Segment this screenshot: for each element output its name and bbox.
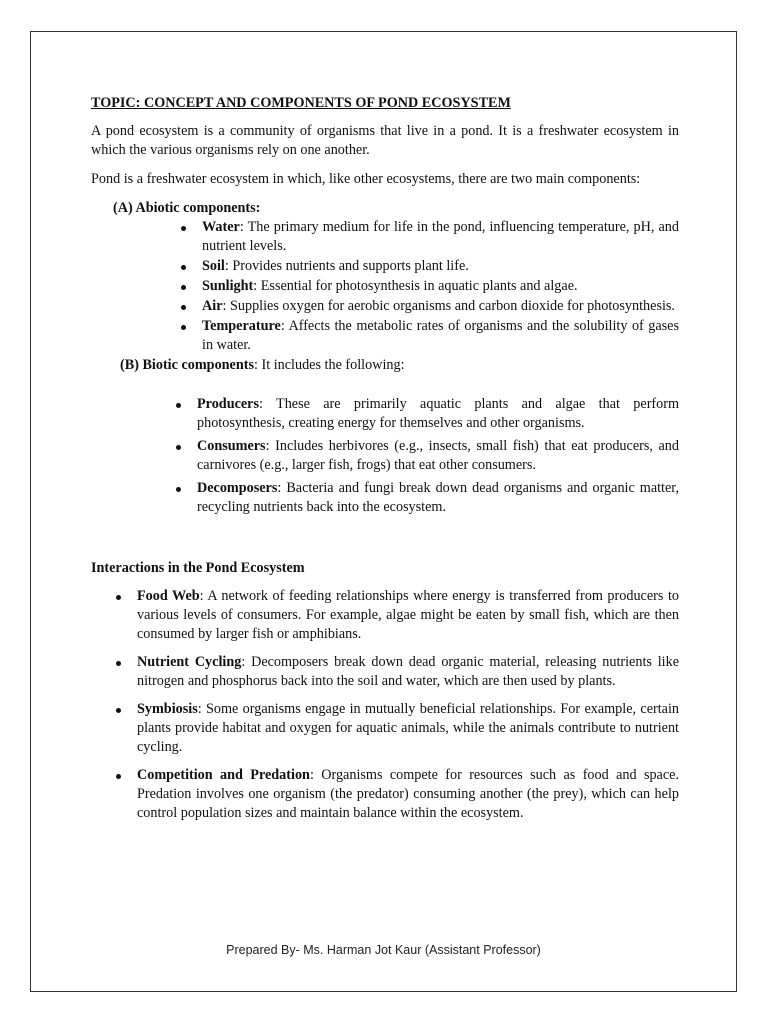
list-item: Competition and Predation: Organisms compete for resources such as food and space. Predation involves one organism (the predator) consuming another (the prey), which can help control population sizes and maintain balance within the ecosystem. bbox=[137, 767, 679, 821]
abiotic-heading: (A) Abiotic components: bbox=[113, 200, 261, 216]
list-item: Soil: Provides nutrients and supports plant life. bbox=[202, 257, 679, 276]
list-item: Food Web: A network of feeding relationships where energy is transferred from producers to various levels of consumers. For example, algae might be eaten by small fish, which are then consumed by larger fish or amphibians. bbox=[137, 588, 679, 642]
list-item: Consumers: Includes herbivores (e.g., insects, small fish) that eat producers, and carnivores (e.g., larger fish, frogs) that eat other consumers. bbox=[197, 438, 679, 473]
list-item: Air: Supplies oxygen for aerobic organisms and carbon dioxide for photosynthesis. bbox=[202, 297, 679, 316]
biotic-heading-rest: : It includes the following: bbox=[254, 357, 405, 373]
document-title: TOPIC: CONCEPT AND COMPONENTS OF POND ECOSYSTEM bbox=[91, 95, 511, 111]
components-paragraph: Pond is a freshwater ecosystem in which, like other ecosystems, there are two main components: bbox=[91, 171, 641, 187]
biotic-heading: (B) Biotic components bbox=[120, 357, 254, 373]
list-item: Symbiosis: Some organisms engage in mutually beneficial relationships. For example, certain plants provide habitat and oxygen for aquatic animals, while the animals contribute to nutrient cycling. bbox=[137, 701, 679, 755]
list-item: Producers: These are primarily aquatic plants and algae that perform photosynthesis, creating energy for themselves and other organisms. bbox=[197, 396, 679, 431]
list-item: Water: The primary medium for life in the pond, influencing temperature, pH, and nutrient levels. bbox=[202, 219, 679, 254]
list-item: Sunlight: Essential for photosynthesis in aquatic plants and algae. bbox=[202, 277, 679, 296]
intro-paragraph: A pond ecosystem is a community of organisms that live in a pond. It is a freshwater ecosystem in which the various organisms rely on one another. bbox=[91, 123, 679, 158]
document-page bbox=[30, 31, 737, 992]
list-item: Nutrient Cycling: Decomposers break down dead organic material, releasing nutrients like nitrogen and phosphorus back into the soil and water, which are then used by plants. bbox=[137, 654, 679, 689]
document-body bbox=[91, 94, 679, 832]
list-item: Decomposers: Bacteria and fungi break down dead organisms and organic matter, recycling nutrients back into the ecosystem. bbox=[197, 480, 679, 515]
abiotic-list bbox=[202, 218, 679, 355]
biotic-list bbox=[197, 395, 679, 517]
interactions-list bbox=[137, 587, 679, 823]
footer-credit: Prepared By- Ms. Harman Jot Kaur (Assistant Professor) bbox=[226, 943, 541, 957]
biotic-heading-line bbox=[120, 356, 679, 375]
interactions-heading: Interactions in the Pond Ecosystem bbox=[91, 560, 305, 576]
list-item: Temperature: Affects the metabolic rates of organisms and the solubility of gases in water. bbox=[202, 318, 679, 353]
